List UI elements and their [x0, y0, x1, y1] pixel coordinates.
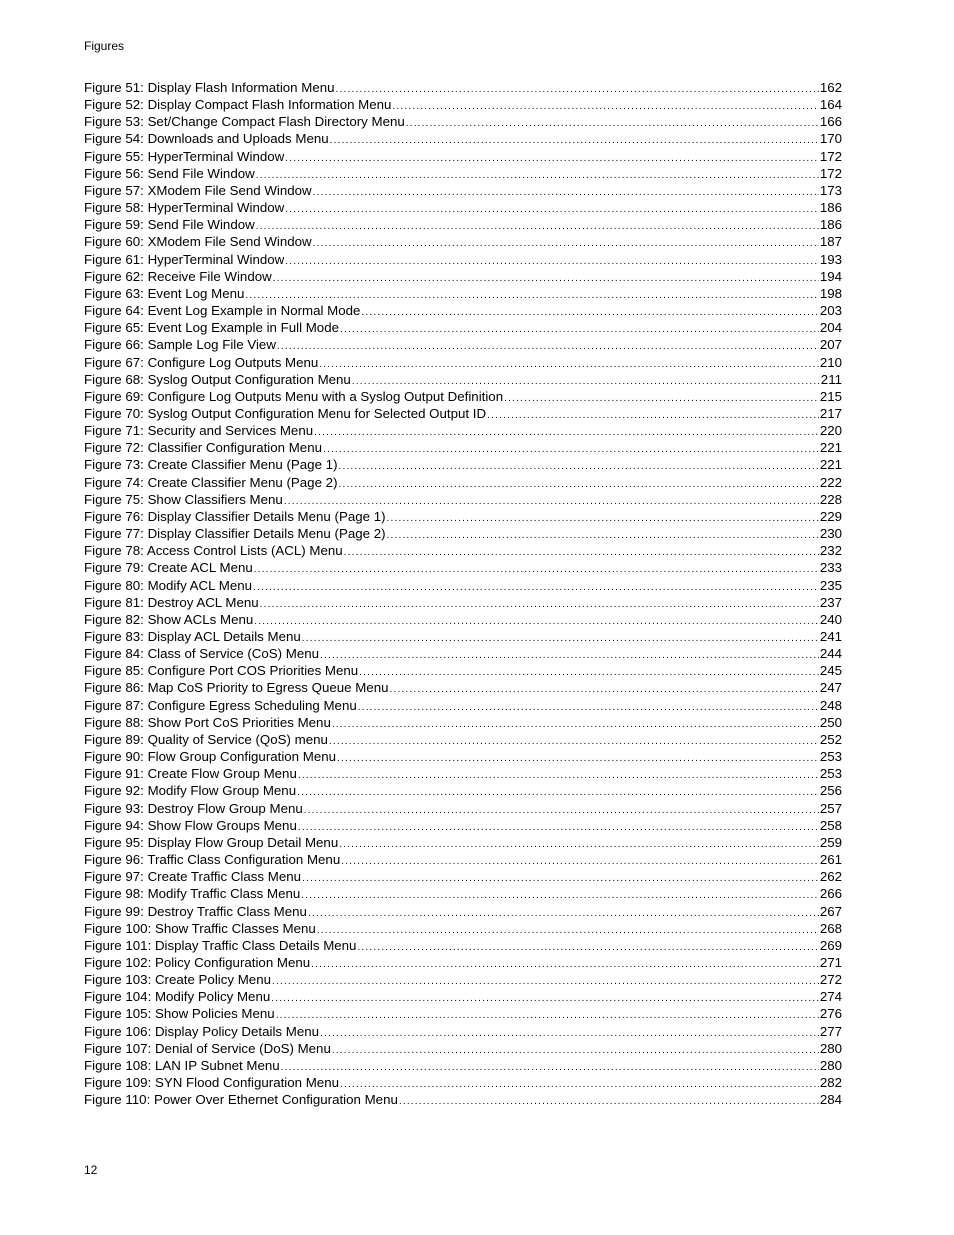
toc-entry-title[interactable]: Figure 79: Create ACL Menu: [84, 560, 253, 576]
toc-entry-title[interactable]: Figure 60: XModem File Send Window: [84, 234, 312, 250]
toc-dot-leader: [273, 270, 819, 285]
page-number: 12: [84, 1163, 98, 1177]
toc-entry-title[interactable]: Figure 70: Syslog Output Configuration Menu for Selected Output ID: [84, 405, 487, 421]
toc-entry-title[interactable]: Figure 89: Quality of Service (QoS) menu: [84, 731, 328, 747]
toc-entry-title[interactable]: Figure 73: Create Classifier Menu (Page 1): [84, 457, 338, 473]
toc-entry-page-number[interactable]: 204: [819, 320, 842, 336]
toc-dot-leader: [298, 767, 819, 782]
toc-entry-page-number[interactable]: 267: [819, 903, 842, 919]
toc-entry-title[interactable]: Figure 61: HyperTerminal Window: [84, 251, 285, 267]
toc-entry-page-number[interactable]: 172: [819, 148, 842, 164]
toc-entry[interactable]: [84, 971, 842, 988]
toc-dot-leader: [357, 939, 818, 954]
toc-entry[interactable]: [84, 456, 842, 473]
toc-dot-leader: [254, 561, 819, 576]
toc-entry-page-number[interactable]: 282: [819, 1075, 842, 1091]
toc-dot-leader: [341, 853, 819, 868]
toc-dot-leader: [285, 253, 819, 268]
toc-dot-leader: [332, 1042, 819, 1057]
toc-dot-leader: [313, 235, 819, 250]
toc-entry-page-number[interactable]: 272: [819, 972, 842, 988]
toc-dot-leader: [330, 132, 819, 147]
toc-entry-page-number[interactable]: 247: [819, 680, 842, 696]
toc-dot-leader: [344, 544, 819, 559]
toc-entry-title[interactable]: Figure 75: Show Classifiers Menu: [84, 491, 283, 507]
toc-entry-page-number[interactable]: 220: [819, 423, 842, 439]
toc-entry[interactable]: [84, 679, 842, 696]
toc-entry-page-number[interactable]: 240: [819, 611, 842, 627]
toc-entry-title[interactable]: Figure 91: Create Flow Group Menu: [84, 766, 297, 782]
toc-dot-leader: [297, 784, 819, 799]
toc-entry-title[interactable]: Figure 92: Modify Flow Group Menu: [84, 783, 297, 799]
toc-entry-title[interactable]: Figure 108: LAN IP Subnet Menu: [84, 1057, 280, 1073]
toc-dot-leader: [281, 1059, 819, 1074]
toc-dot-leader: [254, 613, 819, 628]
toc-dot-leader: [337, 750, 819, 765]
toc-entry[interactable]: [84, 130, 842, 147]
toc-dot-leader: [256, 218, 819, 233]
toc-entry[interactable]: [84, 148, 842, 165]
toc-entry-title[interactable]: Figure 102: Policy Configuration Menu: [84, 954, 311, 970]
toc-entry-page-number[interactable]: 222: [819, 474, 842, 490]
toc-entry[interactable]: [84, 611, 842, 628]
toc-dot-leader: [276, 1007, 819, 1022]
toc-entry-page-number[interactable]: 245: [819, 663, 842, 679]
toc-entry[interactable]: [84, 233, 842, 250]
toc-entry-title[interactable]: Figure 66: Sample Log File View: [84, 337, 276, 353]
toc-entry-title[interactable]: Figure 109: SYN Flood Configuration Menu: [84, 1075, 339, 1091]
toc-entry-title[interactable]: Figure 57: XModem File Send Window: [84, 182, 312, 198]
toc-dot-leader: [406, 115, 819, 130]
toc-entry-page-number[interactable]: 253: [819, 749, 842, 765]
toc-dot-leader: [504, 390, 819, 405]
toc-dot-leader: [487, 407, 819, 422]
toc-entry-title[interactable]: Figure 62: Receive File Window: [84, 268, 272, 284]
toc-dot-leader: [260, 596, 819, 611]
toc-entry[interactable]: [84, 405, 842, 422]
toc-entry[interactable]: [84, 422, 842, 439]
toc-dot-leader: [339, 836, 819, 851]
toc-entry-title[interactable]: Figure 82: Show ACLs Menu: [84, 611, 254, 627]
toc-dot-leader: [277, 338, 819, 353]
toc-entry-page-number[interactable]: 217: [819, 405, 842, 421]
toc-entry-title[interactable]: Figure 105: Show Policies Menu: [84, 1006, 275, 1022]
toc-entry[interactable]: [84, 336, 842, 353]
toc-entry[interactable]: [84, 439, 842, 456]
toc-entry-page-number[interactable]: 186: [819, 200, 842, 216]
toc-entry-page-number[interactable]: 277: [819, 1023, 842, 1039]
toc-entry-page-number[interactable]: 170: [819, 131, 842, 147]
toc-entry[interactable]: [84, 1057, 842, 1074]
toc-dot-leader: [311, 956, 819, 971]
toc-dot-leader: [332, 716, 819, 731]
toc-entry[interactable]: [84, 285, 842, 302]
toc-entry-title[interactable]: Figure 77: Display Classifier Details Menu (Page 2): [84, 526, 386, 542]
toc-entry-page-number[interactable]: 237: [819, 594, 842, 610]
toc-dot-leader: [399, 1093, 819, 1108]
toc-entry-page-number[interactable]: 253: [819, 766, 842, 782]
toc-entry-page-number[interactable]: 250: [819, 714, 842, 730]
toc-dot-leader: [352, 373, 820, 388]
toc-dot-leader: [339, 476, 819, 491]
toc-entry-title[interactable]: Figure 51: Display Flash Information Menu: [84, 80, 335, 95]
toc-entry-page-number[interactable]: 211: [820, 371, 842, 387]
toc-entry[interactable]: [84, 96, 842, 113]
toc-dot-leader: [285, 150, 819, 165]
toc-entry-title[interactable]: Figure 101: Display Traffic Class Details Menu: [84, 937, 357, 953]
toc-dot-leader: [392, 98, 818, 113]
toc-entry[interactable]: [84, 817, 842, 834]
toc-entry[interactable]: [84, 113, 842, 130]
toc-entry-page-number[interactable]: 203: [819, 303, 842, 319]
toc-entry-title[interactable]: Figure 72: Classifier Configuration Menu: [84, 440, 322, 456]
toc-dot-leader: [323, 441, 819, 456]
toc-entry-page-number[interactable]: 268: [819, 920, 842, 936]
toc-entry-page-number[interactable]: 162: [819, 80, 842, 95]
toc-entry-page-number[interactable]: 259: [819, 834, 842, 850]
toc-entry-title[interactable]: Figure 99: Destroy Traffic Class Menu: [84, 903, 307, 919]
toc-dot-leader: [314, 424, 819, 439]
toc-entry-title[interactable]: Figure 55: HyperTerminal Window: [84, 148, 285, 164]
toc-entry-page-number[interactable]: 186: [819, 217, 842, 233]
toc-dot-leader: [284, 493, 819, 508]
toc-entry-title[interactable]: Figure 93: Destroy Flow Group Menu: [84, 800, 303, 816]
toc-entry[interactable]: [84, 594, 842, 611]
toc-dot-leader: [271, 990, 819, 1005]
toc-entry-page-number[interactable]: 269: [819, 937, 842, 953]
toc-dot-leader: [320, 1025, 819, 1040]
toc-entry[interactable]: [84, 1023, 842, 1040]
toc-entry[interactable]: [84, 542, 842, 559]
toc-entry[interactable]: [84, 731, 842, 748]
toc-entry[interactable]: [84, 851, 842, 868]
toc-entry[interactable]: [84, 714, 842, 731]
toc-entry-title[interactable]: Figure 83: Display ACL Details Menu: [84, 629, 301, 644]
toc-entry-page-number[interactable]: 280: [819, 1040, 842, 1056]
toc-entry-page-number[interactable]: 233: [819, 560, 842, 576]
toc-dot-leader: [361, 304, 818, 319]
toc-entry[interactable]: [84, 662, 842, 679]
toc-entry-page-number[interactable]: 252: [819, 731, 842, 747]
toc-entry-title[interactable]: Figure 86: Map CoS Priority to Egress Queue Menu: [84, 680, 389, 696]
toc-entry[interactable]: [84, 491, 842, 508]
toc-entry-title[interactable]: Figure 95: Display Flow Group Detail Menu: [84, 834, 339, 850]
toc-dot-leader: [308, 905, 819, 920]
toc-entry[interactable]: [84, 508, 842, 525]
toc-entry-page-number[interactable]: 271: [819, 954, 842, 970]
toc-entry[interactable]: [84, 782, 842, 799]
toc-entry-title[interactable]: Figure 96: Traffic Class Configuration Menu: [84, 852, 341, 868]
toc-entry-page-number[interactable]: 276: [819, 1006, 842, 1022]
toc-entry-title[interactable]: Figure 90: Flow Group Configuration Menu: [84, 749, 337, 765]
toc-entry-page-number[interactable]: 229: [819, 508, 842, 524]
toc-entry[interactable]: [84, 354, 842, 371]
toc-entry-page-number[interactable]: 164: [819, 97, 842, 113]
toc-dot-leader: [320, 647, 819, 662]
toc-entry-page-number[interactable]: 280: [819, 1057, 842, 1073]
toc-entry[interactable]: [84, 388, 842, 405]
toc-entry-title[interactable]: Figure 78: Access Control Lists (ACL) Menu: [84, 543, 343, 559]
toc-entry[interactable]: [84, 1040, 842, 1057]
toc-dot-leader: [317, 922, 819, 937]
toc-entry[interactable]: [84, 319, 842, 336]
toc-entry[interactable]: [84, 697, 842, 714]
toc-entry[interactable]: [84, 920, 842, 937]
toc-entry-page-number[interactable]: 221: [819, 440, 842, 456]
toc-entry-page-number[interactable]: 261: [819, 852, 842, 868]
toc-entry[interactable]: [84, 182, 842, 199]
toc-entry-page-number[interactable]: 258: [819, 817, 842, 833]
toc-entry-page-number[interactable]: 228: [819, 491, 842, 507]
toc-entry-title[interactable]: Figure 59: Send File Window: [84, 217, 255, 233]
toc-entry-title[interactable]: Figure 56: Send File Window: [84, 165, 255, 181]
toc-dot-leader: [339, 458, 819, 473]
toc-entry-title[interactable]: Figure 69: Configure Log Outputs Menu with a Syslog Output Definition: [84, 388, 504, 404]
toc-entry[interactable]: [84, 748, 842, 765]
toc-entry-title[interactable]: Figure 103: Create Policy Menu: [84, 972, 271, 988]
toc-entry-page-number[interactable]: 266: [819, 886, 842, 902]
toc-entry-page-number[interactable]: 172: [819, 165, 842, 181]
toc-entry[interactable]: [84, 1005, 842, 1022]
toc-entry-page-number[interactable]: 235: [819, 577, 842, 593]
toc-entry[interactable]: [84, 645, 842, 662]
toc-entry[interactable]: [84, 988, 842, 1005]
toc-entry-page-number[interactable]: 215: [819, 388, 842, 404]
toc-dot-leader: [301, 887, 819, 902]
toc-entry-page-number[interactable]: 257: [819, 800, 842, 816]
toc-entry-title[interactable]: Figure 87: Configure Egress Scheduling Menu: [84, 697, 357, 713]
toc-dot-leader: [336, 81, 819, 96]
toc-entry-title[interactable]: Figure 68: Syslog Output Configuration Menu: [84, 371, 351, 387]
toc-entry-page-number[interactable]: 241: [819, 629, 842, 644]
toc-entry-title[interactable]: Figure 53: Set/Change Compact Flash Directory Menu: [84, 114, 405, 130]
toc-dot-leader: [245, 287, 818, 302]
toc-dot-leader: [304, 802, 819, 817]
toc-dot-leader: [313, 184, 819, 199]
toc-entry-title[interactable]: Figure 100: Show Traffic Classes Menu: [84, 920, 316, 936]
toc-entry[interactable]: [84, 1091, 842, 1108]
toc-entry[interactable]: [84, 577, 842, 594]
toc-dot-leader: [387, 527, 819, 542]
toc-entry-title[interactable]: Figure 81: Destroy ACL Menu: [84, 594, 259, 610]
toc-entry[interactable]: [84, 165, 842, 182]
toc-entry-title[interactable]: Figure 67: Configure Log Outputs Menu: [84, 354, 319, 370]
toc-dot-leader: [302, 630, 819, 645]
toc-entry-title[interactable]: Figure 76: Display Classifier Details Menu (Page 1): [84, 508, 386, 524]
toc-entry-page-number[interactable]: 256: [819, 783, 842, 799]
toc-entry-page-number[interactable]: 166: [819, 114, 842, 130]
toc-entry[interactable]: [84, 474, 842, 491]
toc-entry-page-number[interactable]: 248: [819, 697, 842, 713]
toc-entry-page-number[interactable]: 194: [819, 268, 842, 284]
toc-entry[interactable]: [84, 216, 842, 233]
toc-entry-title[interactable]: Figure 84: Class of Service (CoS) Menu: [84, 646, 320, 662]
toc-entry[interactable]: [84, 937, 842, 954]
toc-dot-leader: [298, 819, 819, 834]
toc-entry[interactable]: [84, 868, 842, 885]
toc-entry-title[interactable]: Figure 106: Display Policy Details Menu: [84, 1023, 320, 1039]
toc-dot-leader: [358, 699, 819, 714]
toc-entry-page-number[interactable]: 198: [819, 285, 842, 301]
toc-entry[interactable]: [84, 903, 842, 920]
toc-dot-leader: [319, 356, 819, 371]
toc-entry-title[interactable]: Figure 63: Event Log Menu: [84, 285, 245, 301]
toc-dot-leader: [285, 201, 819, 216]
toc-entry-title[interactable]: Figure 110: Power Over Ethernet Configuration Menu: [84, 1092, 398, 1108]
running-header: Figures: [84, 39, 125, 53]
toc-entry-title[interactable]: Figure 74: Create Classifier Menu (Page 2): [84, 474, 338, 490]
toc-entry-page-number[interactable]: 232: [819, 543, 842, 559]
toc-entry-page-number[interactable]: 193: [819, 251, 842, 267]
toc-entry-page-number[interactable]: 244: [819, 646, 842, 662]
toc-entry-title[interactable]: Figure 64: Event Log Example in Normal Mode: [84, 303, 361, 319]
toc-entry-page-number[interactable]: 210: [819, 354, 842, 370]
toc-entry-page-number[interactable]: 207: [819, 337, 842, 353]
toc-entry[interactable]: [84, 251, 842, 268]
toc-dot-leader: [253, 579, 819, 594]
toc-entry-title[interactable]: Figure 98: Modify Traffic Class Menu: [84, 886, 301, 902]
toc-entry-page-number[interactable]: 173: [819, 182, 842, 198]
toc-entry-title[interactable]: Figure 107: Denial of Service (DoS) Menu: [84, 1040, 331, 1056]
toc-entry-title[interactable]: Figure 94: Show Flow Groups Menu: [84, 817, 297, 833]
toc-entry[interactable]: [84, 954, 842, 971]
toc-entry-title[interactable]: Figure 85: Configure Port COS Priorities Menu: [84, 663, 359, 679]
toc-entry[interactable]: [84, 302, 842, 319]
toc-entry-title[interactable]: Figure 88: Show Port CoS Priorities Menu: [84, 714, 331, 730]
toc-entry-title[interactable]: Figure 52: Display Compact Flash Information Menu: [84, 97, 392, 113]
toc-dot-leader: [340, 321, 819, 336]
toc-entry[interactable]: [84, 765, 842, 782]
toc-dot-leader: [390, 681, 819, 696]
toc-entry-title[interactable]: Figure 54: Downloads and Uploads Menu: [84, 131, 329, 147]
toc-entry-title[interactable]: Figure 104: Modify Policy Menu: [84, 989, 271, 1005]
toc-entry[interactable]: [84, 1074, 842, 1091]
list-of-figures: [84, 79, 842, 1108]
toc-entry[interactable]: [84, 885, 842, 902]
toc-entry-page-number[interactable]: 221: [819, 457, 842, 473]
toc-entry-page-number[interactable]: 274: [819, 989, 842, 1005]
toc-entry-title[interactable]: Figure 71: Security and Services Menu: [84, 423, 314, 439]
toc-entry[interactable]: [84, 559, 842, 576]
toc-dot-leader: [329, 733, 819, 748]
toc-entry[interactable]: [84, 628, 842, 645]
toc-entry[interactable]: [84, 268, 842, 285]
toc-dot-leader: [272, 973, 819, 988]
toc-entry-title[interactable]: Figure 80: Modify ACL Menu: [84, 577, 253, 593]
toc-entry[interactable]: [84, 199, 842, 216]
toc-entry-page-number[interactable]: 262: [819, 869, 842, 885]
toc-dot-leader: [359, 664, 819, 679]
toc-entry-title[interactable]: Figure 65: Event Log Example in Full Mode: [84, 320, 339, 336]
toc-entry[interactable]: [84, 800, 842, 817]
toc-dot-leader: [256, 167, 819, 182]
toc-entry[interactable]: [84, 525, 842, 542]
toc-entry-title[interactable]: Figure 97: Create Traffic Class Menu: [84, 869, 302, 885]
toc-dot-leader: [302, 870, 819, 885]
toc-dot-leader: [387, 510, 819, 525]
toc-entry-page-number[interactable]: 187: [819, 234, 842, 250]
toc-dot-leader: [340, 1076, 819, 1091]
toc-entry[interactable]: [84, 79, 842, 96]
toc-entry-page-number[interactable]: 230: [819, 526, 842, 542]
toc-entry[interactable]: [84, 834, 842, 851]
toc-entry-title[interactable]: Figure 58: HyperTerminal Window: [84, 200, 285, 216]
toc-entry[interactable]: [84, 371, 842, 388]
toc-entry-page-number[interactable]: 284: [819, 1092, 842, 1108]
